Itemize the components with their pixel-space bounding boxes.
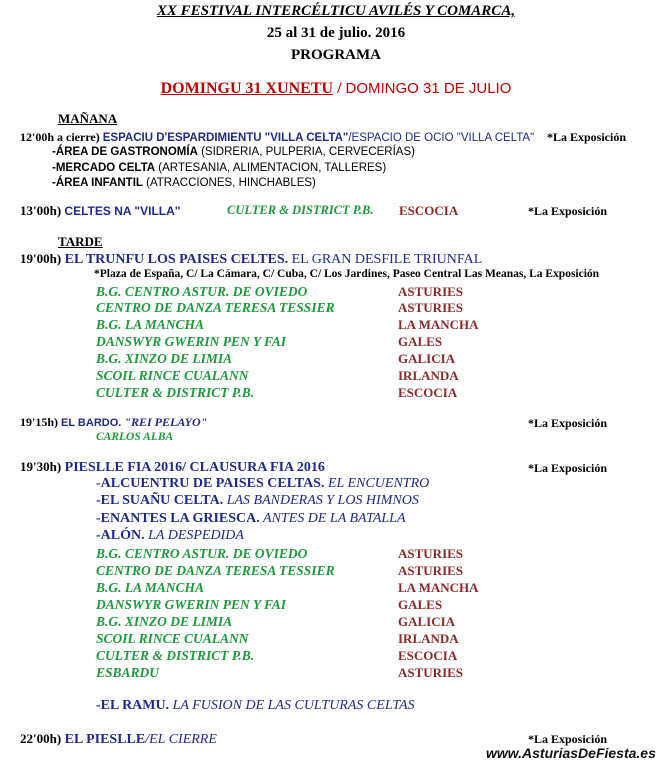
day-asturian: DOMINGU 31 XUNETU (160, 80, 334, 97)
group-country: ESCOCIA (398, 385, 458, 400)
piesle-item-name: -ALCUENTRU DE PAISES CELTAS. (96, 476, 325, 491)
bardo-work: "REI PELAYO" (121, 415, 208, 429)
day-spanish: DOMINGO 31 DE JULIO (345, 80, 512, 97)
celtes-place: *La Exposición (528, 204, 608, 218)
manana-label: MAÑANA (58, 111, 118, 126)
piesle-item (96, 476, 429, 492)
group-country: IRLANDA (398, 631, 459, 646)
piesle-item (96, 511, 406, 527)
day-heading (0, 80, 672, 98)
group-country: GALICIA (398, 614, 456, 629)
piesle-time: 19'30h) (20, 459, 62, 474)
bardo-row (20, 415, 207, 430)
group-country: LA MANCHA (398, 580, 479, 595)
trunfu-route: *Plaza de España, C/ La Cámara, C/ Cuba, C/ Los Jardines, Paseo Central Las Meanas, La Exposición (94, 268, 600, 280)
celtes-group: CULTER & DISTRICT P.B. (227, 203, 374, 217)
cierre-row (20, 731, 217, 748)
group-country: ASTURIES (398, 300, 464, 315)
group-name: B.G. CENTRO ASTUR. DE OVIEDO (96, 284, 308, 299)
group-country: ASTURIES (398, 563, 464, 578)
tarde-label: TARDE (58, 234, 103, 249)
group-country: ASTURIES (398, 284, 464, 299)
day-separator: / (333, 80, 346, 97)
celtes-country: ESCOCIA (399, 203, 459, 218)
area-name: -ÁREA INFANTIL (52, 177, 143, 189)
bardo-place: *La Exposición (528, 416, 608, 430)
area-row (52, 177, 316, 189)
group-country: GALES (398, 597, 443, 612)
group-country: ESCOCIA (398, 648, 458, 663)
celtes-villa-row (20, 203, 180, 219)
group-name: CULTER & DISTRICT P.B. (96, 385, 255, 400)
group-name: B.G. XINZO DE LIMIA (96, 351, 233, 366)
watermark: www.AsturiasDeFiesta.es (486, 745, 656, 761)
villa-time: 12'00h a cierre) (20, 130, 100, 144)
area-detail: (ATRACCIONES, HINCHABLES) (142, 177, 316, 189)
piesle-item-desc: LA DESPEDIDA (144, 528, 244, 543)
villa-place: *La Exposición (547, 130, 627, 144)
area-detail: (ARTESANIA, ALIMENTACION, TALLERES) (155, 162, 387, 174)
piesle-item-desc: EL ENCUENTRO (324, 476, 430, 491)
group-name: SCOIL RINCE CUALANN (96, 368, 249, 383)
ramu-row (96, 698, 415, 714)
piesle-item-name: -ENANTES LA GRIESCA. (96, 511, 260, 526)
group-name: CENTRO DE DANZA TERESA TESSIER (96, 563, 335, 578)
piesle-item (96, 528, 244, 544)
cierre-time: 22'00h) (20, 731, 62, 746)
piesle-place: *La Exposición (528, 461, 608, 475)
area-name: -ÁREA DE GASTRONOMÍA (52, 146, 198, 158)
trunfu-time: 19'00h) (20, 251, 62, 266)
cierre-place: *La Exposición (528, 732, 608, 746)
piesle-item (96, 493, 419, 509)
bardo-performer: CARLOS ALBA (96, 431, 174, 443)
piesle-item-name: -EL SUAÑU CELTA. (96, 493, 224, 508)
area-name: -MERCADO CELTA (52, 162, 156, 174)
group-name: DANSWYR GWERIN PEN Y FAI (96, 334, 287, 349)
group-name: CENTRO DE DANZA TERESA TESSIER (96, 300, 335, 315)
group-name: ESBARDU (96, 665, 160, 680)
group-country: ASTURIES (398, 665, 464, 680)
trunfu-title-es: EL GRAN DESFILE TRIUNFAL (288, 252, 483, 267)
piesle-item-desc: LAS BANDERAS Y LOS HIMNOS (223, 493, 419, 508)
group-country: IRLANDA (398, 368, 459, 383)
group-name: CULTER & DISTRICT P.B. (96, 648, 255, 663)
cierre-title-es: /EL CIERRE (145, 732, 217, 747)
villa-title-es: /ESPACIO DE OCIO "VILLA CELTA" (348, 132, 535, 144)
trunfu-row (20, 251, 482, 268)
bardo-time: 19'15h) (20, 415, 59, 429)
festival-dates: 25 al 31 de julio. 2016 (266, 25, 406, 41)
piesle-item-name: -ALÓN. (96, 528, 145, 543)
trunfu-title: EL TRUNFU LOS PAISES CELTES. (64, 252, 289, 267)
area-detail: (SIDRERIA, PULPERIA, CERVECERÍAS) (197, 146, 415, 158)
piesle-item-desc: ANTES DE LA BATALLA (259, 511, 406, 526)
area-row (52, 162, 386, 174)
ramu-desc: LA FUSION DE LAS CULTURAS CELTAS (169, 698, 415, 713)
group-name: SCOIL RINCE CUALANN (96, 631, 249, 646)
group-name: DANSWYR GWERIN PEN Y FAI (96, 597, 287, 612)
group-name: B.G. LA MANCHA (96, 317, 205, 332)
festival-title: XX FESTIVAL INTERCÉLTICU AVILÉS Y COMARCA, (156, 3, 516, 19)
group-name: B.G. CENTRO ASTUR. DE OVIEDO (96, 546, 308, 561)
group-country: GALICIA (398, 351, 456, 366)
group-country: GALES (398, 334, 443, 349)
villa-title: ESPACIU D'ESPARDIMIENTU "VILLA CELTA" (102, 132, 349, 144)
area-row (52, 146, 415, 158)
ramu-name: -EL RAMU. (96, 698, 170, 713)
group-country: ASTURIES (398, 546, 464, 561)
villa-celta-row (20, 130, 534, 145)
group-country: LA MANCHA (398, 317, 479, 332)
celtes-title: CELTES NA "VILLA" (64, 204, 181, 218)
group-name: B.G. XINZO DE LIMIA (96, 614, 233, 629)
cierre-title: EL PIESLLE (64, 732, 146, 747)
piesle-title: PIESLLE FIA 2016/ CLAUSURA FIA 2016 (64, 460, 325, 475)
programa-heading: PROGRAMA (291, 47, 381, 63)
celtes-time: 13'00h) (20, 203, 62, 218)
piesle-row (20, 459, 325, 476)
group-name: B.G. LA MANCHA (96, 580, 205, 595)
bardo-title: EL BARDO. (61, 417, 122, 429)
